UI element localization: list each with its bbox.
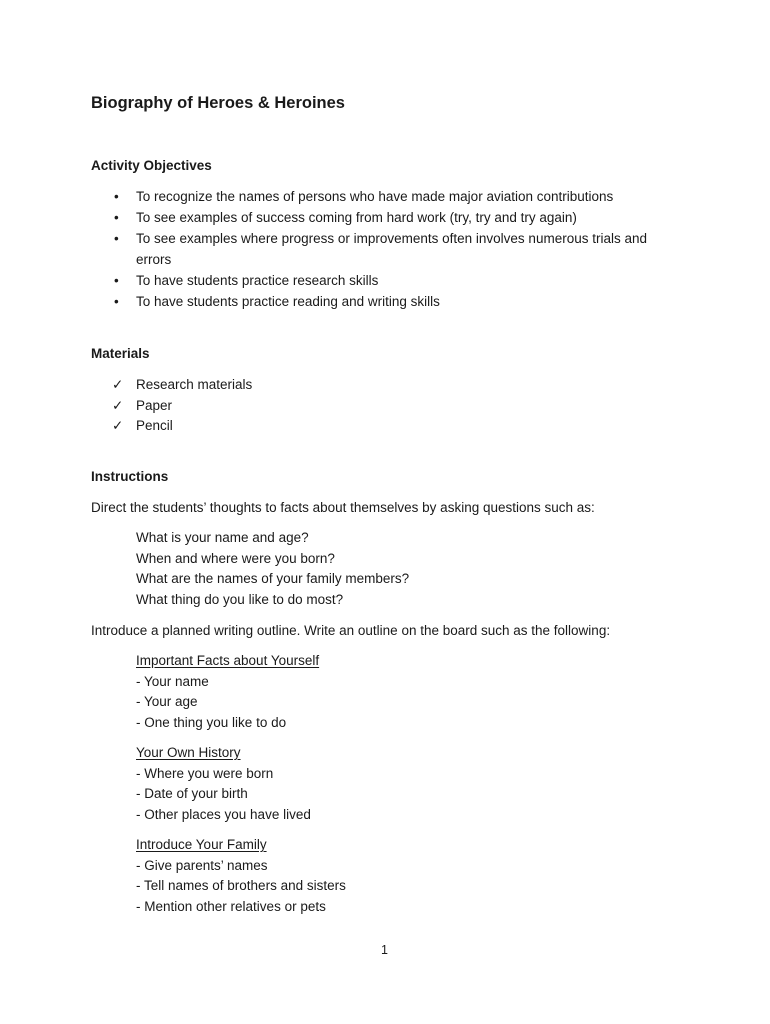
objective-text: To recognize the names of persons who have made major aviation contributions	[136, 189, 614, 204]
outline-item: - Your age	[136, 694, 198, 710]
objective-text: To have students practice research skills	[136, 272, 379, 288]
list-item	[0, 396, 770, 417]
outline-section	[136, 835, 346, 918]
objectives-list	[0, 187, 770, 312]
outline-intro: Introduce a planned writing outline. Write an outline on the board such as the following:	[91, 623, 611, 638]
checkmark-icon: ✓	[112, 418, 124, 434]
question-item: When and where were you born?	[136, 550, 335, 566]
list-item	[0, 375, 770, 396]
material-text: Research materials	[136, 377, 253, 392]
list-item	[0, 187, 671, 208]
list-item	[0, 416, 770, 437]
outline-section-title: Introduce Your Family	[136, 837, 267, 852]
document-title: Biography of Heroes & Heroines	[91, 94, 345, 112]
question-item: What is your name and age?	[136, 530, 309, 545]
list-item	[0, 208, 671, 229]
list-item	[0, 271, 671, 292]
outline-item: - Other places you have lived	[136, 807, 311, 823]
outline-section	[136, 651, 319, 734]
outline-section-title: Important Facts about Yourself	[136, 653, 320, 668]
objective-text: To see examples of success coming from hard work (try, try and try again)	[136, 209, 577, 225]
objectives-heading: Activity Objectives	[91, 158, 212, 173]
list-item	[0, 292, 671, 313]
outline-item: - Give parents’ names	[136, 857, 268, 873]
material-text: Paper	[136, 397, 173, 413]
outline-item: - Date of your birth	[136, 786, 248, 802]
bullet-icon: •	[114, 272, 119, 288]
bullet-icon: •	[114, 209, 119, 225]
bullet-icon: •	[114, 293, 119, 309]
page-number: 1	[381, 943, 388, 957]
outline-item: - Your name	[136, 673, 209, 689]
materials-list	[0, 375, 770, 437]
checkmark-icon: ✓	[112, 377, 124, 392]
objective-text: To have students practice reading and writing skills	[136, 293, 440, 309]
outline-section-title: Your Own History	[136, 745, 241, 760]
questions-list	[136, 528, 409, 611]
material-text: Pencil	[136, 418, 173, 434]
list-item	[0, 229, 671, 271]
outline-item: - Mention other relatives or pets	[136, 899, 326, 915]
outline-item: - Where you were born	[136, 765, 274, 781]
question-item: What are the names of your family members?	[136, 571, 410, 587]
instructions-intro: Direct the students’ thoughts to facts about themselves by asking questions such as:	[91, 500, 595, 515]
checkmark-icon: ✓	[112, 397, 124, 413]
objective-text: To see examples where progress or improvements often involves numerous trials and errors	[136, 230, 647, 267]
bullet-icon: •	[114, 230, 119, 246]
outline-section	[136, 743, 311, 826]
question-item: What thing do you like to do most?	[136, 592, 344, 608]
bullet-icon: •	[114, 189, 119, 204]
outline-item: - Tell names of brothers and sisters	[136, 878, 346, 894]
materials-heading: Materials	[91, 346, 150, 361]
outline-item: - One thing you like to do	[136, 715, 287, 731]
instructions-heading: Instructions	[91, 469, 169, 484]
